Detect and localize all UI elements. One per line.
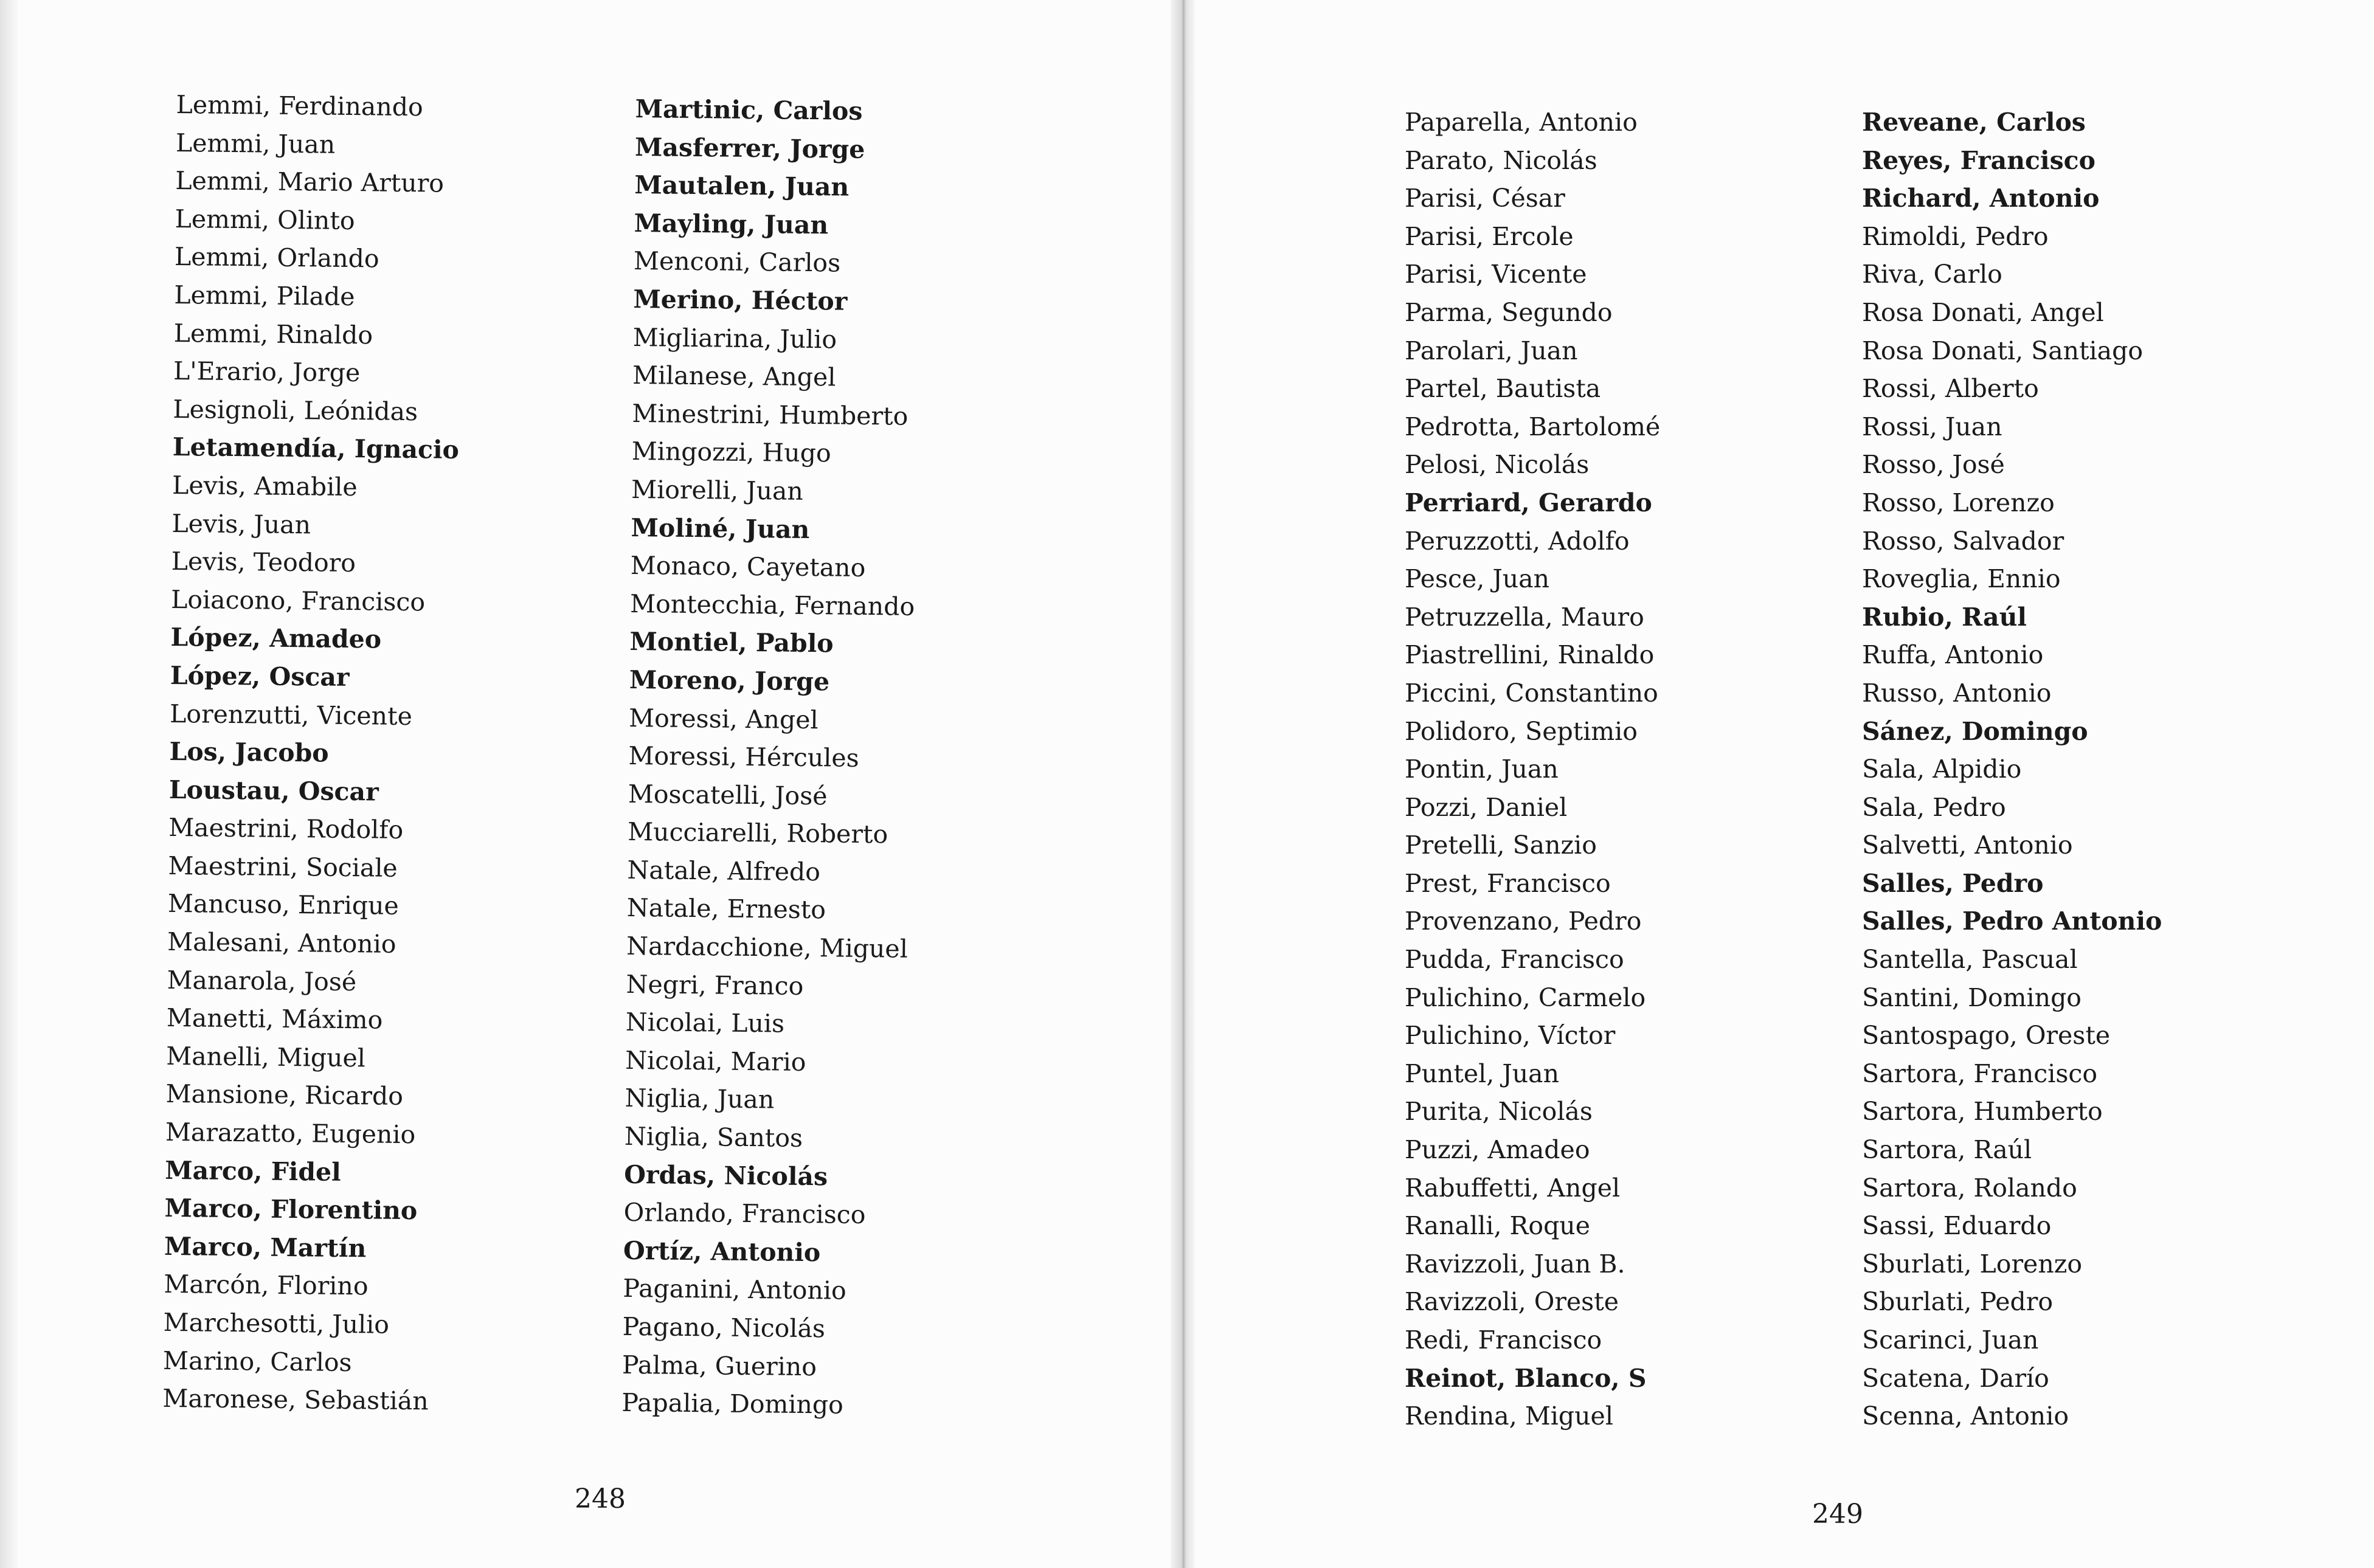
- name-entry: Scenna, Antonio: [1862, 1401, 2069, 1431]
- name-entry: Lemmi, Rinaldo: [173, 318, 373, 350]
- name-column: [162, 86, 463, 1421]
- name-entry: Palma, Guerino: [621, 1350, 817, 1381]
- name-entry: Los, Jacobo: [169, 737, 329, 768]
- name-entry: Masferrer, Jorge: [634, 132, 865, 164]
- name-entry: Sala, Pedro: [1862, 792, 2006, 822]
- name-entry: Prest, Francisco: [1405, 868, 1611, 898]
- name-entry: Letamendía, Ignacio: [172, 432, 460, 465]
- name-entry: Loustau, Oscar: [168, 775, 379, 807]
- name-entry: Mansione, Ricardo: [165, 1079, 404, 1111]
- name-entry: Rendina, Miguel: [1405, 1401, 1613, 1431]
- name-entry: Perriard, Gerardo: [1405, 488, 1652, 517]
- name-entry: Lemmi, Mario Arturo: [175, 166, 445, 198]
- name-entry: Petruzzella, Mauro: [1405, 602, 1644, 632]
- name-entry: Moreno, Jorge: [629, 665, 830, 697]
- name-entry: Pulichino, Carmelo: [1405, 983, 1646, 1012]
- name-entry: Scatena, Darío: [1862, 1363, 2049, 1393]
- name-entry: Pesce, Juan: [1405, 564, 1550, 594]
- name-entry: Mucciarelli, Roberto: [627, 817, 888, 849]
- name-entry: Mautalen, Juan: [634, 170, 850, 202]
- name-entry: Pretelli, Sanzio: [1405, 831, 1597, 860]
- name-entry: Mayling, Juan: [634, 208, 829, 240]
- name-column: [621, 90, 920, 1425]
- name-entry: Milanese, Angel: [632, 361, 836, 392]
- name-entry: Lorenzutti, Vicente: [169, 699, 413, 731]
- name-entry: Marcón, Florino: [164, 1269, 369, 1301]
- name-entry: Martinic, Carlos: [635, 94, 863, 126]
- name-entry: Nardacchione, Miguel: [626, 931, 908, 964]
- name-entry: Mingozzi, Hugo: [631, 437, 831, 468]
- name-entry: Pagano, Nicolás: [622, 1311, 826, 1344]
- name-entry: Papalia, Domingo: [621, 1388, 844, 1420]
- name-entry: Purita, Nicolás: [1405, 1097, 1593, 1127]
- name-entry: Sburlati, Lorenzo: [1862, 1249, 2083, 1279]
- name-entry: Parato, Nicolás: [1405, 145, 1597, 175]
- name-entry: Minestrini, Humberto: [632, 398, 908, 431]
- name-entry: López, Oscar: [170, 660, 350, 692]
- name-entry: Parolari, Juan: [1405, 336, 1578, 365]
- name-entry: Sala, Alpidio: [1862, 755, 2022, 784]
- name-column: [1405, 103, 1660, 1435]
- name-entry: Levis, Juan: [171, 508, 311, 539]
- name-entry: Manelli, Miguel: [166, 1041, 366, 1073]
- name-entry: Provenzano, Pedro: [1405, 907, 1642, 936]
- name-entry: Malesani, Antonio: [167, 927, 396, 959]
- right-page: [1183, 0, 2374, 1568]
- name-entry: Paganini, Antonio: [623, 1274, 846, 1306]
- name-entry: Moscatelli, José: [628, 779, 828, 811]
- name-entry: Rabuffetti, Angel: [1405, 1173, 1621, 1203]
- name-entry: Monaco, Cayetano: [630, 551, 866, 583]
- name-entry: Parisi, Vicente: [1405, 260, 1587, 289]
- name-entry: Moliné, Juan: [631, 513, 810, 544]
- name-entry: Lemmi, Ferdinando: [176, 89, 423, 122]
- name-entry: Pozzi, Daniel: [1405, 792, 1568, 822]
- name-entry: Riva, Carlo: [1862, 260, 2002, 289]
- name-entry: Sartora, Raúl: [1862, 1135, 2032, 1165]
- name-entry: Levis, Amabile: [171, 470, 358, 502]
- name-entry: Marco, Martín: [164, 1231, 367, 1263]
- name-entry: Sánez, Domingo: [1862, 716, 2088, 746]
- name-entry: Rossi, Alberto: [1862, 374, 2039, 404]
- name-entry: Lemmi, Orlando: [174, 242, 379, 274]
- name-entry: Menconi, Carlos: [633, 246, 841, 278]
- name-entry: Reyes, Francisco: [1862, 145, 2095, 175]
- name-entry: Moressi, Angel: [628, 703, 818, 734]
- name-entry: Levis, Teodoro: [171, 547, 356, 578]
- name-entry: Redi, Francisco: [1405, 1325, 1602, 1355]
- name-entry: Ranalli, Roque: [1405, 1211, 1590, 1241]
- name-entry: Montecchia, Fernando: [629, 589, 915, 621]
- page-edge-shadow: [0, 0, 18, 1568]
- name-entry: Parisi, Ercole: [1405, 221, 1574, 251]
- name-entry: Pelosi, Nicolás: [1405, 450, 1590, 480]
- name-entry: Rosa Donati, Angel: [1862, 297, 2104, 327]
- name-entry: Rosso, Lorenzo: [1862, 488, 2055, 517]
- name-entry: Richard, Antonio: [1862, 184, 2100, 213]
- name-entry: Rossi, Juan: [1862, 412, 2002, 441]
- name-entry: L'Erario, Jorge: [173, 356, 361, 388]
- name-entry: Peruzzotti, Adolfo: [1405, 526, 1630, 556]
- name-entry: Sartora, Humberto: [1862, 1097, 2103, 1127]
- name-entry: Pontin, Juan: [1405, 755, 1559, 784]
- name-entry: Rosso, Salvador: [1862, 526, 2064, 556]
- name-entry: Pulichino, Víctor: [1405, 1021, 1616, 1051]
- name-entry: Santini, Domingo: [1862, 983, 2082, 1012]
- name-entry: Piastrellini, Rinaldo: [1405, 640, 1655, 670]
- name-entry: Puntel, Juan: [1405, 1059, 1560, 1088]
- name-entry: Pudda, Francisco: [1405, 945, 1624, 975]
- name-entry: Marco, Florentino: [164, 1193, 418, 1226]
- name-entry: Parma, Segundo: [1405, 297, 1613, 327]
- name-entry: Natale, Ernesto: [626, 893, 826, 925]
- name-entry: Niglia, Juan: [625, 1083, 775, 1114]
- name-entry: Merino, Héctor: [633, 284, 848, 316]
- name-entry: Paparella, Antonio: [1405, 108, 1638, 137]
- name-entry: Puzzi, Amadeo: [1405, 1135, 1590, 1165]
- name-entry: Santella, Pascual: [1862, 945, 2078, 975]
- name-entry: Marazatto, Eugenio: [165, 1117, 416, 1150]
- name-entry: Migliarina, Julio: [632, 322, 837, 354]
- name-entry: Santospago, Oreste: [1862, 1021, 2111, 1051]
- name-entry: Mancuso, Enrique: [167, 889, 400, 921]
- name-entry: Nicolai, Luis: [625, 1007, 785, 1038]
- name-entry: Manarola, José: [167, 965, 357, 996]
- name-entry: Maronese, Sebastián: [162, 1384, 429, 1416]
- name-entry: Negri, Franco: [626, 969, 804, 1001]
- name-entry: Nicolai, Mario: [625, 1045, 806, 1077]
- name-entry: Rosso, José: [1862, 450, 2005, 480]
- name-entry: Orlando, Francisco: [623, 1198, 866, 1230]
- name-entry: Lemmi, Pilade: [174, 280, 355, 312]
- name-column: [1862, 103, 2162, 1435]
- name-entry: Maestrini, Sociale: [168, 851, 398, 883]
- name-entry: Lemmi, Olinto: [175, 204, 355, 235]
- name-entry: Niglia, Santos: [624, 1121, 803, 1153]
- book-gutter: [1171, 0, 1195, 1568]
- name-entry: Rimoldi, Pedro: [1862, 221, 2049, 251]
- name-entry: Ortíz, Antonio: [623, 1235, 821, 1268]
- name-entry: Salles, Pedro Antonio: [1862, 907, 2162, 936]
- page-number: 248: [575, 1483, 626, 1514]
- name-entry: Ravizzoli, Juan B.: [1405, 1249, 1625, 1279]
- name-entry: Parisi, César: [1405, 184, 1565, 213]
- name-entry: Salles, Pedro: [1862, 868, 2044, 898]
- name-entry: Reveane, Carlos: [1862, 108, 2086, 137]
- name-entry: Piccini, Constantino: [1405, 678, 1658, 708]
- name-entry: Lemmi, Juan: [175, 128, 336, 159]
- name-entry: Loiacono, Francisco: [170, 584, 426, 617]
- name-entry: Lesignoli, Leónidas: [173, 394, 418, 426]
- name-entry: Montiel, Pablo: [629, 627, 834, 658]
- name-entry: Ruffa, Antonio: [1862, 640, 2044, 670]
- name-entry: Pedrotta, Bartolomé: [1405, 412, 1661, 441]
- name-entry: Marino, Carlos: [162, 1345, 352, 1377]
- name-entry: Ravizzoli, Oreste: [1405, 1287, 1619, 1317]
- name-entry: Sassi, Eduardo: [1862, 1211, 2052, 1241]
- name-entry: Rubio, Raúl: [1862, 602, 2027, 632]
- name-entry: Sburlati, Pedro: [1862, 1287, 2054, 1317]
- name-entry: Salvetti, Antonio: [1862, 831, 2073, 860]
- name-entry: Marco, Fidel: [165, 1155, 341, 1187]
- name-entry: Miorelli, Juan: [631, 474, 804, 506]
- name-entry: López, Amadeo: [170, 623, 382, 654]
- name-entry: Roveglia, Ennio: [1862, 564, 2061, 594]
- name-entry: Marchesotti, Julio: [163, 1307, 390, 1339]
- left-page: [0, 0, 1183, 1568]
- name-entry: Ordas, Nicolás: [624, 1159, 828, 1192]
- name-entry: Reinot, Blanco, S: [1405, 1363, 1647, 1393]
- name-entry: Maestrini, Rodolfo: [168, 813, 404, 845]
- name-entry: Sartora, Francisco: [1862, 1059, 2098, 1088]
- name-entry: Rosa Donati, Santiago: [1862, 336, 2144, 365]
- name-entry: Partel, Bautista: [1405, 374, 1601, 404]
- name-entry: Scarinci, Juan: [1862, 1325, 2039, 1355]
- name-entry: Moressi, Hércules: [628, 741, 859, 773]
- page-number: 249: [1812, 1499, 1863, 1530]
- name-entry: Russo, Antonio: [1862, 678, 2052, 708]
- name-entry: Natale, Alfredo: [627, 855, 821, 887]
- name-entry: Polidoro, Septimio: [1405, 716, 1638, 746]
- name-entry: Manetti, Máximo: [166, 1003, 383, 1035]
- name-entry: Sartora, Rolando: [1862, 1173, 2077, 1203]
